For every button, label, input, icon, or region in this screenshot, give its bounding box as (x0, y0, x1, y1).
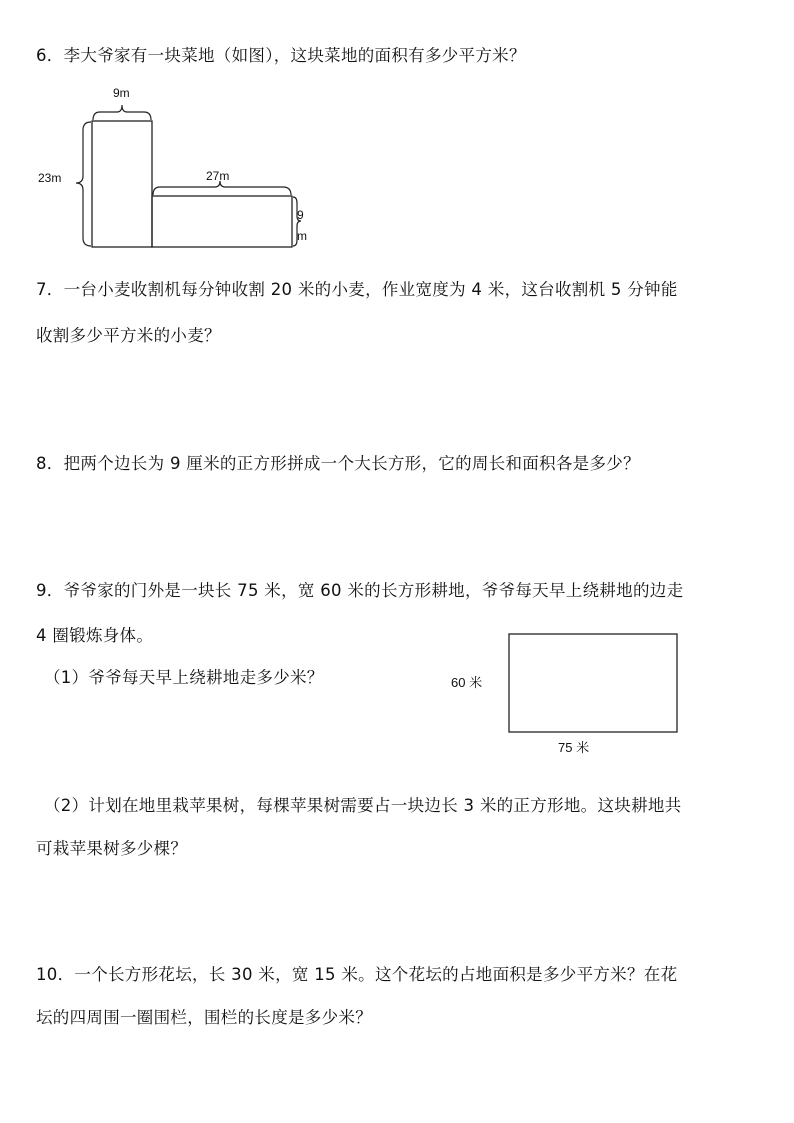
q9-line2: 4 圈锻炼身体。 (36, 626, 154, 645)
q7-line2: 收割多少平方米的小麦？ (36, 326, 221, 345)
q10-line2: 坛的四周围一圈围栏，围栏的长度是多少米？ (36, 1008, 372, 1027)
q7-line1: 7．一台小麦收割机每分钟收割 20 米的小麦，作业宽度为 4 米，这台收割机 5 分钟能 (36, 280, 678, 299)
q10-line1: 10．一个长方形花坛，长 30 米，宽 15 米。这个花坛的占地面积是多少平方米？在花 (36, 965, 678, 984)
q8-text: 8．把两个边长为 9 厘米的正方形拼成一个大长方形，它的周长和面积各是多少？ (36, 454, 640, 473)
q6-right-height-label-a: 9 (297, 208, 304, 222)
q6-left-height-label: 23m (38, 171, 62, 185)
q9-width-label: 75 米 (558, 740, 590, 755)
q9-line1: 9．爷爷家的门外是一块长 75 米，宽 60 米的长方形耕地，爷爷每天早上绕耕地的边走 (36, 581, 684, 600)
q6-top-width-label: 9m (113, 86, 130, 100)
q9-part2-line2: 可栽苹果树多少棵？ (36, 839, 188, 858)
q9-part1: （1）爷爷每天早上绕耕地走多少米？ (44, 668, 324, 687)
q6-bottom-width-label: 27m (206, 169, 230, 183)
q6-text: 6．李大爷家有一块菜地（如图），这块菜地的面积有多少平方米？ (36, 46, 526, 65)
q9-field-rect (509, 634, 677, 732)
q9-height-label: 60 米 (451, 675, 483, 690)
q6-right-height-label-b: m (297, 229, 307, 243)
q9-part2-line1: （2）计划在地里栽苹果树，每棵苹果树需要占一块边长 3 米的正方形地。这块耕地共 (44, 796, 682, 815)
